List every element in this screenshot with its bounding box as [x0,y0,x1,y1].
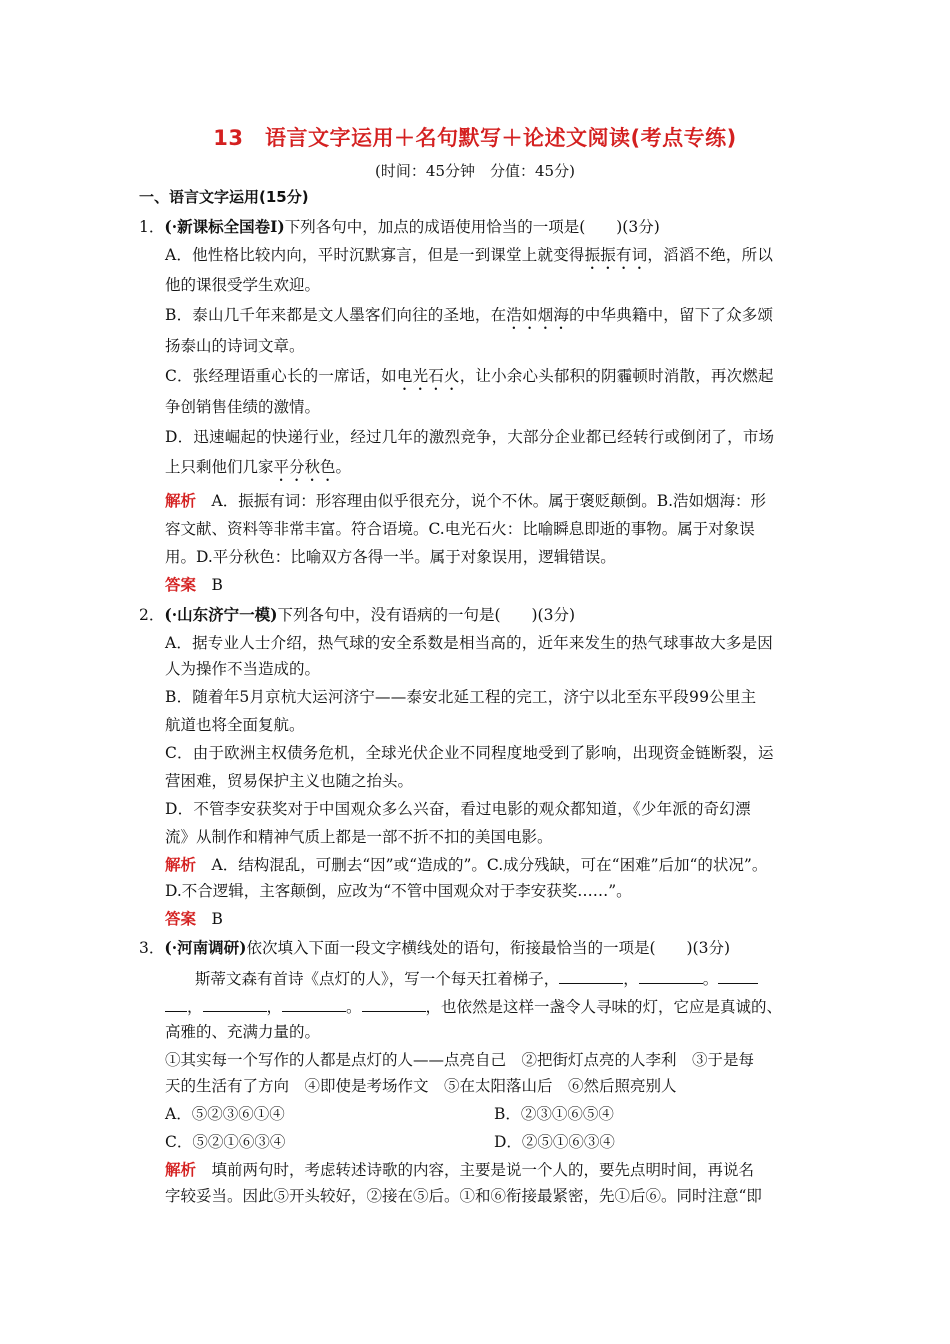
answer-label: 答案 [165,909,197,928]
dotted-idiom: 电光石火 [396,367,460,385]
section-heading: 一、语言文字运用(15分) [139,188,309,206]
q2-analysis: 解析 A．结构混乱，可删去“因”或“造成的”。C.成分残缺，可在“困难”后加“的状况”。 [165,855,768,874]
q1-option-a: A．他性格比较内向，平时沉默寡言，但是一到课堂上就变得振振有词，滔滔不绝，所以 [165,246,774,264]
q2-option-a-cont: 人为操作不当造成的。 [165,660,321,678]
q2-option-b-cont: 航道也将全面复航。 [165,716,305,734]
question-1-stem: 1．(·新课标全国卷Ⅰ)下列各句中，加点的成语使用恰当的一项是( )(3分) [139,217,660,236]
q1-option-a-cont: 他的课很受学生欢迎。 [165,276,321,294]
q3-choice-d: D．②⑤①⑥③④ [494,1133,615,1151]
q2-option-d-cont: 流》从制作和精神气质上都是一部不折不扣的美国电影。 [165,828,553,846]
q2-answer: 答案 B [165,909,223,928]
q1-option-c: C．张经理语重心长的一席话，如电光石火，让小余心头郁积的阴霾顿时消散，再次燃起 [165,367,774,385]
question-source: (·山东济宁一模) [164,605,278,624]
q3-analysis-line2: 字较妥当。因此⑤开头较好，②接在⑤后。①和⑥衔接最紧密，先①后⑥。同时注意“即 [165,1187,762,1205]
q1-option-d-cont: 上只剩他们几家平分秋色。 [165,458,352,476]
analysis-label: 解析 [165,1160,197,1179]
dotted-idiom: 浩如烟海 [506,306,570,324]
q1-analysis-line2: 容文献、资料等非常丰富。符合语境。C.电光石火：比喻瞬息即逝的事物。属于对象误 [165,520,755,538]
q2-analysis-line2: D.不合逻辑，主客颠倒，应改为“不管中国观众对于李安获奖……”。 [165,882,632,900]
fill-blank[interactable] [559,967,623,984]
q1-analysis: 解析 A．振振有词：形容理由似乎很充分，说个不休。属于褒贬颠倒。B.浩如烟海：形 [165,491,767,510]
answer-label: 答案 [165,575,197,594]
q3-passage-line2: ， ， 。 ，也依然是这样一盏令人寻味的灯，它应是真诚的、 [165,995,782,1018]
q3-analysis: 解析 填前两句时，考虑转述诗歌的内容，主要是说一个人的，要先点明时间，再说名 [165,1160,755,1179]
q3-passage-line3: 高雅的、充满力量的。 [165,1023,321,1041]
question-source: (·新课标全国卷Ⅰ) [164,217,285,236]
q3-passage-line1: 斯蒂文森有首诗《点灯的人》，写一个每天扛着梯子， ， 。 [195,967,758,990]
fill-blank[interactable] [165,995,187,1012]
q2-option-d: D．不管李安获奖对于中国观众多么兴奋，看过电影的观众都知道，《少年派的奇幻漂 [165,800,751,818]
q2-option-c: C．由于欧洲主权债务危机，全球光伏企业不同程度地受到了影响，出现资金链断裂，运 [165,744,774,762]
fill-blank[interactable] [203,995,267,1012]
page-title: 13 语言文字运用＋名句默写＋论述文阅读(考点专练) [213,126,737,150]
q2-option-c-cont: 营困难，贸易保护主义也随之抬头。 [165,772,414,790]
question-source: (·河南调研) [164,938,247,957]
page-subtitle: (时间：45分钟 分值：45分) [375,162,575,180]
q3-choice-b: B．②③①⑥⑤④ [494,1105,614,1123]
analysis-label: 解析 [165,855,197,874]
q1-analysis-line3: 用。D.平分秋色：比喻双方各得一半。属于对象误用，逻辑错误。 [165,548,616,566]
fill-blank[interactable] [718,967,758,984]
q1-option-d: D．迅速崛起的快递行业，经过几年的激烈竞争，大部分企业都已经转行或倒闭了，市场 [165,428,775,446]
analysis-label: 解析 [165,491,197,510]
q3-sentences-line2: 天的生活有了方向 ④即使是考场作文 ⑤在太阳落山后 ⑥然后照亮别人 [165,1077,677,1095]
fill-blank[interactable] [362,995,426,1012]
q1-option-b: B．泰山几千年来都是文人墨客们向往的圣地，在浩如烟海的中华典籍中，留下了众多颂 [165,306,774,324]
fill-blank[interactable] [282,995,346,1012]
q1-option-b-cont: 扬泰山的诗词文章。 [165,337,305,355]
question-2-stem: 2．(·山东济宁一模)下列各句中，没有语病的一句是( )(3分) [139,605,576,624]
question-3-stem: 3．(·河南调研)依次填入下面一段文字横线处的语句，衔接最恰当的一项是( )(3分) [139,938,731,957]
fill-blank[interactable] [639,967,703,984]
q2-option-a: A．据专业人士介绍，热气球的安全系数是相当高的，近年来发生的热气球事故大多是因 [165,634,773,652]
q3-choice-c: C．⑤②①⑥③④ [165,1133,286,1151]
q3-sentences-line1: ①其实每一个写作的人都是点灯的人——点亮自己 ②把街灯点亮的人李利 ③于是每 [165,1051,755,1069]
q1-answer: 答案 B [165,575,223,594]
q3-choice-a: A．⑤②③⑥①④ [165,1105,285,1123]
dotted-idiom: 振振有词 [584,246,648,264]
q2-option-b: B．随着年5月京杭大运河济宁——泰安北延工程的完工，济宁以北至东平段99公里主 [165,688,757,706]
q1-option-c-cont: 争创销售佳绩的激情。 [165,398,321,416]
dotted-idiom: 平分秋色 [273,458,336,476]
